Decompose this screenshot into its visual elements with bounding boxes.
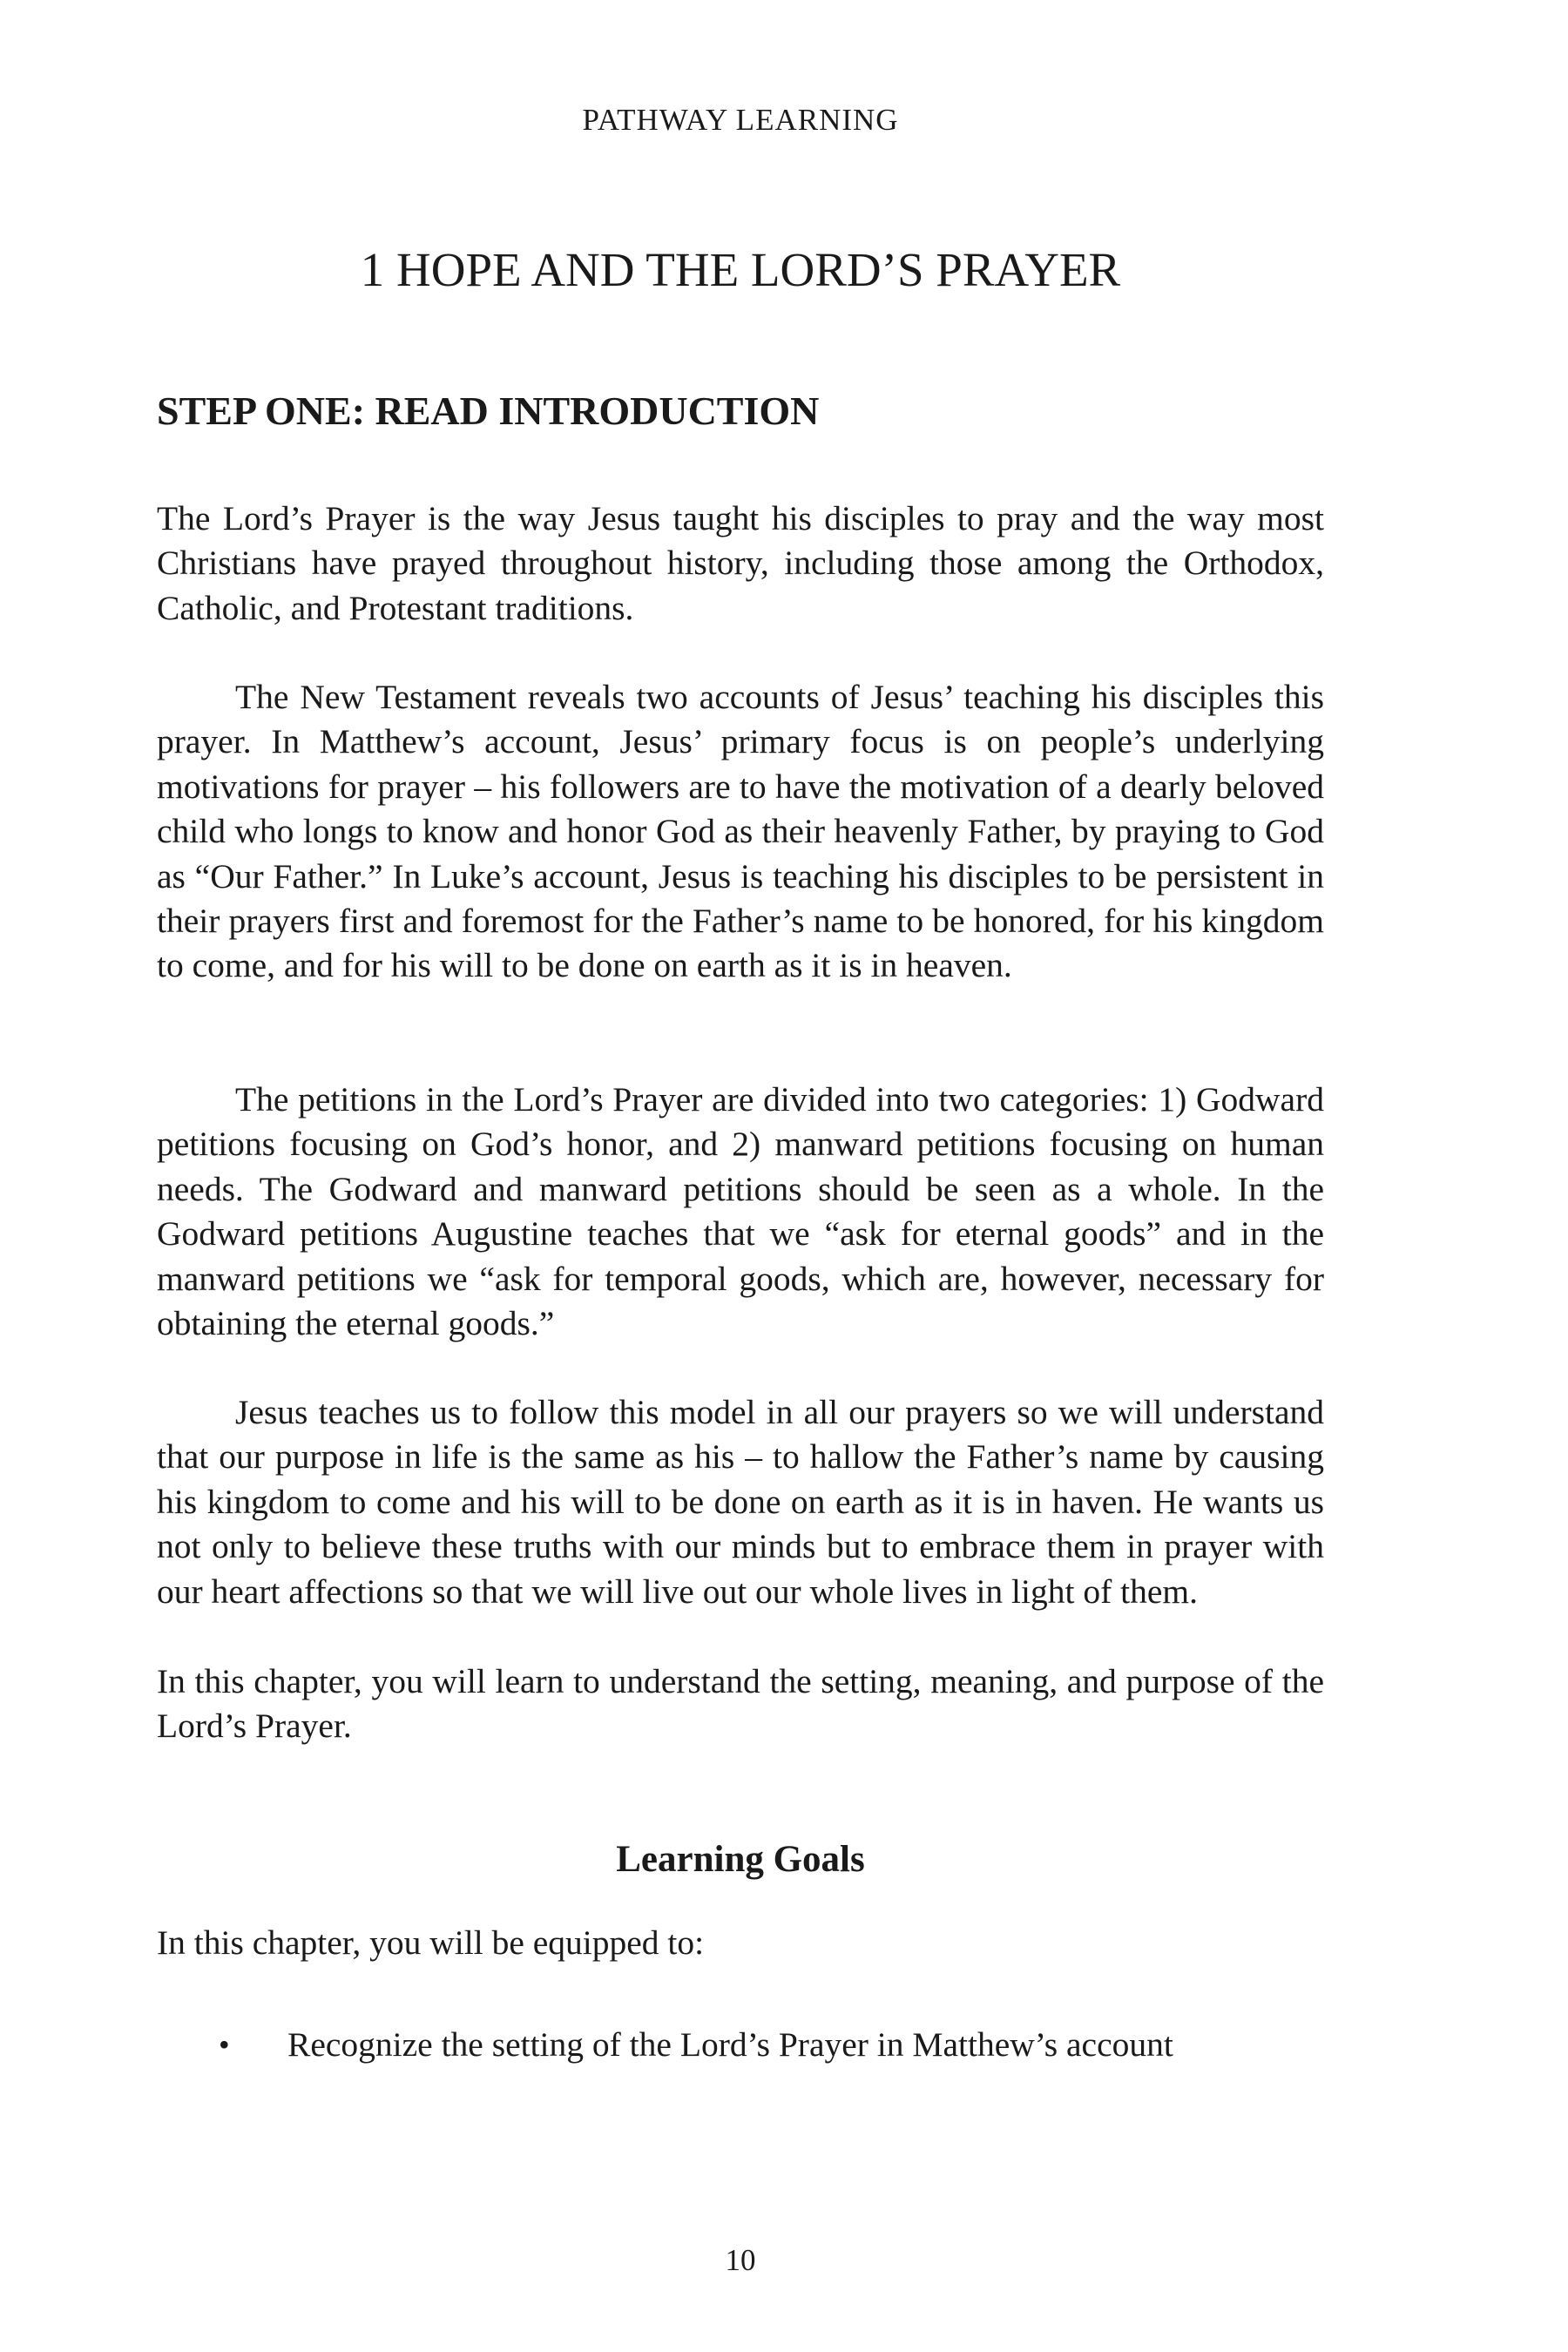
chapter-title: 1 HOPE AND THE LORD’S PRAYER xyxy=(360,243,1121,296)
paragraph-model: Jesus teaches us to follow this model in all our prayers so we will understand that our purpose in life is the same as his – to hallow the Father’s name by causing his kingdom to come and his will to be done on earth as it is in haven. He wants us not only to believe these truths with our minds but to embrace them in prayer with our heart affections so that we will live out our whole lives in light of them. xyxy=(157,1393,1324,1611)
page-number: 10 xyxy=(725,2243,756,2277)
paragraph-petitions: The petitions in the Lord’s Prayer are divided into two categories: 1) Godward petitions focusing on God’s honor, and 2) manward petitions focusing on human needs. The Godward and manward petitions should be seen as a whole. In the Godward petitions Augustine teaches that we “ask for eternal goods” and in the manward petitions we “ask for temporal goods, which are, however, necessary for obtaining the eternal goods.” xyxy=(157,1080,1324,1343)
list-item xyxy=(157,2023,1324,2067)
paragraph-intro: The Lord’s Prayer is the way Jesus taught his disciples to pray and the way most Christians have prayed throughout history, including those among the Orthodox, Catholic, and Protestant traditions. xyxy=(157,499,1324,627)
learning-goals-heading: Learning Goals xyxy=(616,1839,865,1880)
running-header: PATHWAY LEARNING xyxy=(582,103,899,137)
bullet-icon: • xyxy=(219,2027,230,2062)
learning-goal-text: Recognize the setting of the Lord’s Prayer in Matthew’s account xyxy=(287,2025,1173,2064)
paragraph-chapter-overview: In this chapter, you will learn to understand the setting, meaning, and purpose of the Lord’s Prayer. xyxy=(157,1662,1324,1746)
section-heading: STEP ONE: READ INTRODUCTION xyxy=(157,389,820,433)
learning-goals-list xyxy=(157,2023,1324,2067)
paragraph-two-accounts: The New Testament reveals two accounts of Jesus’ teaching his disciples this prayer. In Matthew’s account, Jesus’ primary focus is on people’s underlying motivations for prayer – his followers are to have the motivation of a dearly beloved child who longs to know and honor God as their heavenly Father, by praying to God as “Our Father.” In Luke’s account, Jesus is teaching his disciples to be persistent in their prayers first and foremost for the Father’s name to be honored, for his kingdom to come, and for his will to be done on earth as it is in heaven. xyxy=(157,678,1324,985)
learning-goals-intro: In this chapter, you will be equipped to: xyxy=(157,1923,705,1962)
